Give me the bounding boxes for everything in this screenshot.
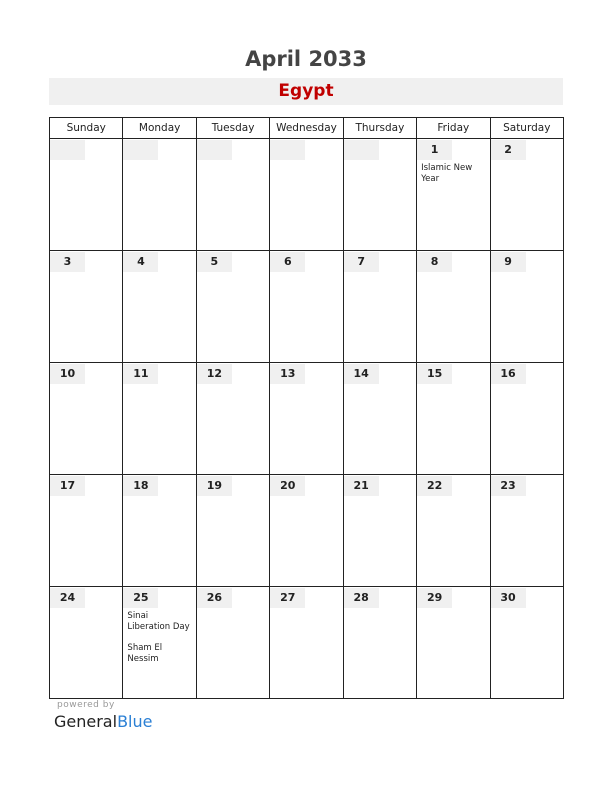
day-number: 12 <box>197 364 232 384</box>
day-number: 26 <box>197 588 232 608</box>
day-number: 14 <box>344 364 379 384</box>
brand-blue: Blue <box>117 712 153 731</box>
day-cell[interactable] <box>490 475 563 587</box>
holiday-label: Islamic New Year <box>421 163 473 184</box>
day-number: 3 <box>50 252 85 272</box>
day-cell[interactable] <box>417 587 490 699</box>
week-row <box>50 251 564 363</box>
day-number: 7 <box>344 252 379 272</box>
day-cell[interactable] <box>343 251 416 363</box>
day-cell[interactable] <box>490 139 563 251</box>
day-number: 10 <box>50 364 85 384</box>
day-cell[interactable] <box>270 363 343 475</box>
day-number: 16 <box>491 364 526 384</box>
day-number: 9 <box>491 252 526 272</box>
day-number: 29 <box>417 588 452 608</box>
day-cell[interactable] <box>270 139 343 251</box>
day-number: 4 <box>123 252 158 272</box>
holiday-label: Sinai Liberation Day <box>127 611 190 632</box>
day-number: 17 <box>50 476 85 496</box>
day-number: 5 <box>197 252 232 272</box>
day-cell[interactable] <box>490 363 563 475</box>
day-number: 19 <box>197 476 232 496</box>
generalblue-logo[interactable] <box>54 712 152 731</box>
day-cell[interactable] <box>123 251 196 363</box>
holiday-label: Sham El Nessim <box>127 643 163 664</box>
day-number: 24 <box>50 588 85 608</box>
day-cell[interactable] <box>123 475 196 587</box>
day-cell[interactable] <box>490 251 563 363</box>
day-cell[interactable] <box>417 139 490 251</box>
day-cell[interactable] <box>343 475 416 587</box>
day-cell[interactable] <box>270 587 343 699</box>
day-cell[interactable] <box>50 475 123 587</box>
day-number: 13 <box>270 364 305 384</box>
day-number: 30 <box>491 588 526 608</box>
day-cell[interactable] <box>343 139 416 251</box>
day-number: 1 <box>417 140 452 160</box>
week-row <box>50 475 564 587</box>
day-cell[interactable] <box>50 587 123 699</box>
weekday-header: Friday <box>417 118 490 139</box>
day-number: 21 <box>344 476 379 496</box>
day-number: 8 <box>417 252 452 272</box>
day-number: 6 <box>270 252 305 272</box>
week-row <box>50 363 564 475</box>
day-cell[interactable] <box>196 475 269 587</box>
day-cell[interactable] <box>417 475 490 587</box>
day-number: 2 <box>491 140 526 160</box>
powered-by-text: powered by <box>57 700 115 710</box>
country-name: Egypt <box>278 81 334 101</box>
day-cell[interactable] <box>490 587 563 699</box>
weekday-header: Monday <box>123 118 196 139</box>
day-number: 22 <box>417 476 452 496</box>
day-cell[interactable] <box>50 363 123 475</box>
week-row <box>50 139 564 251</box>
day-cell[interactable] <box>123 139 196 251</box>
day-number: 15 <box>417 364 452 384</box>
weekday-header: Sunday <box>50 118 123 139</box>
day-cell[interactable] <box>196 139 269 251</box>
day-number: 23 <box>491 476 526 496</box>
day-cell[interactable] <box>270 251 343 363</box>
empty-day-tab <box>270 140 305 160</box>
calendar-grid <box>49 117 564 699</box>
empty-day-tab <box>197 140 232 160</box>
day-cell[interactable] <box>270 475 343 587</box>
weekday-header: Saturday <box>490 118 563 139</box>
weekday-header: Tuesday <box>196 118 269 139</box>
day-cell[interactable] <box>50 139 123 251</box>
empty-day-tab <box>344 140 379 160</box>
empty-day-tab <box>123 140 158 160</box>
day-number: 20 <box>270 476 305 496</box>
day-number: 27 <box>270 588 305 608</box>
page-title: April 2033 <box>245 47 367 71</box>
day-number: 11 <box>123 364 158 384</box>
day-cell[interactable] <box>196 251 269 363</box>
weekday-header: Thursday <box>343 118 416 139</box>
day-cell[interactable] <box>196 363 269 475</box>
day-number: 28 <box>344 588 379 608</box>
day-number: 25 <box>123 588 158 608</box>
calendar-body <box>50 139 564 699</box>
day-cell[interactable] <box>343 363 416 475</box>
day-cell[interactable] <box>123 363 196 475</box>
day-cell[interactable] <box>50 251 123 363</box>
brand-general: General <box>54 712 118 731</box>
empty-day-tab <box>50 140 85 160</box>
day-cell[interactable] <box>417 363 490 475</box>
weekday-header: Wednesday <box>270 118 343 139</box>
day-number: 18 <box>123 476 158 496</box>
day-cell[interactable] <box>343 587 416 699</box>
day-cell[interactable] <box>417 251 490 363</box>
day-cell[interactable] <box>196 587 269 699</box>
day-cell[interactable] <box>123 587 196 699</box>
week-row <box>50 587 564 699</box>
weekday-header-row <box>50 118 564 139</box>
country-banner <box>49 78 563 105</box>
